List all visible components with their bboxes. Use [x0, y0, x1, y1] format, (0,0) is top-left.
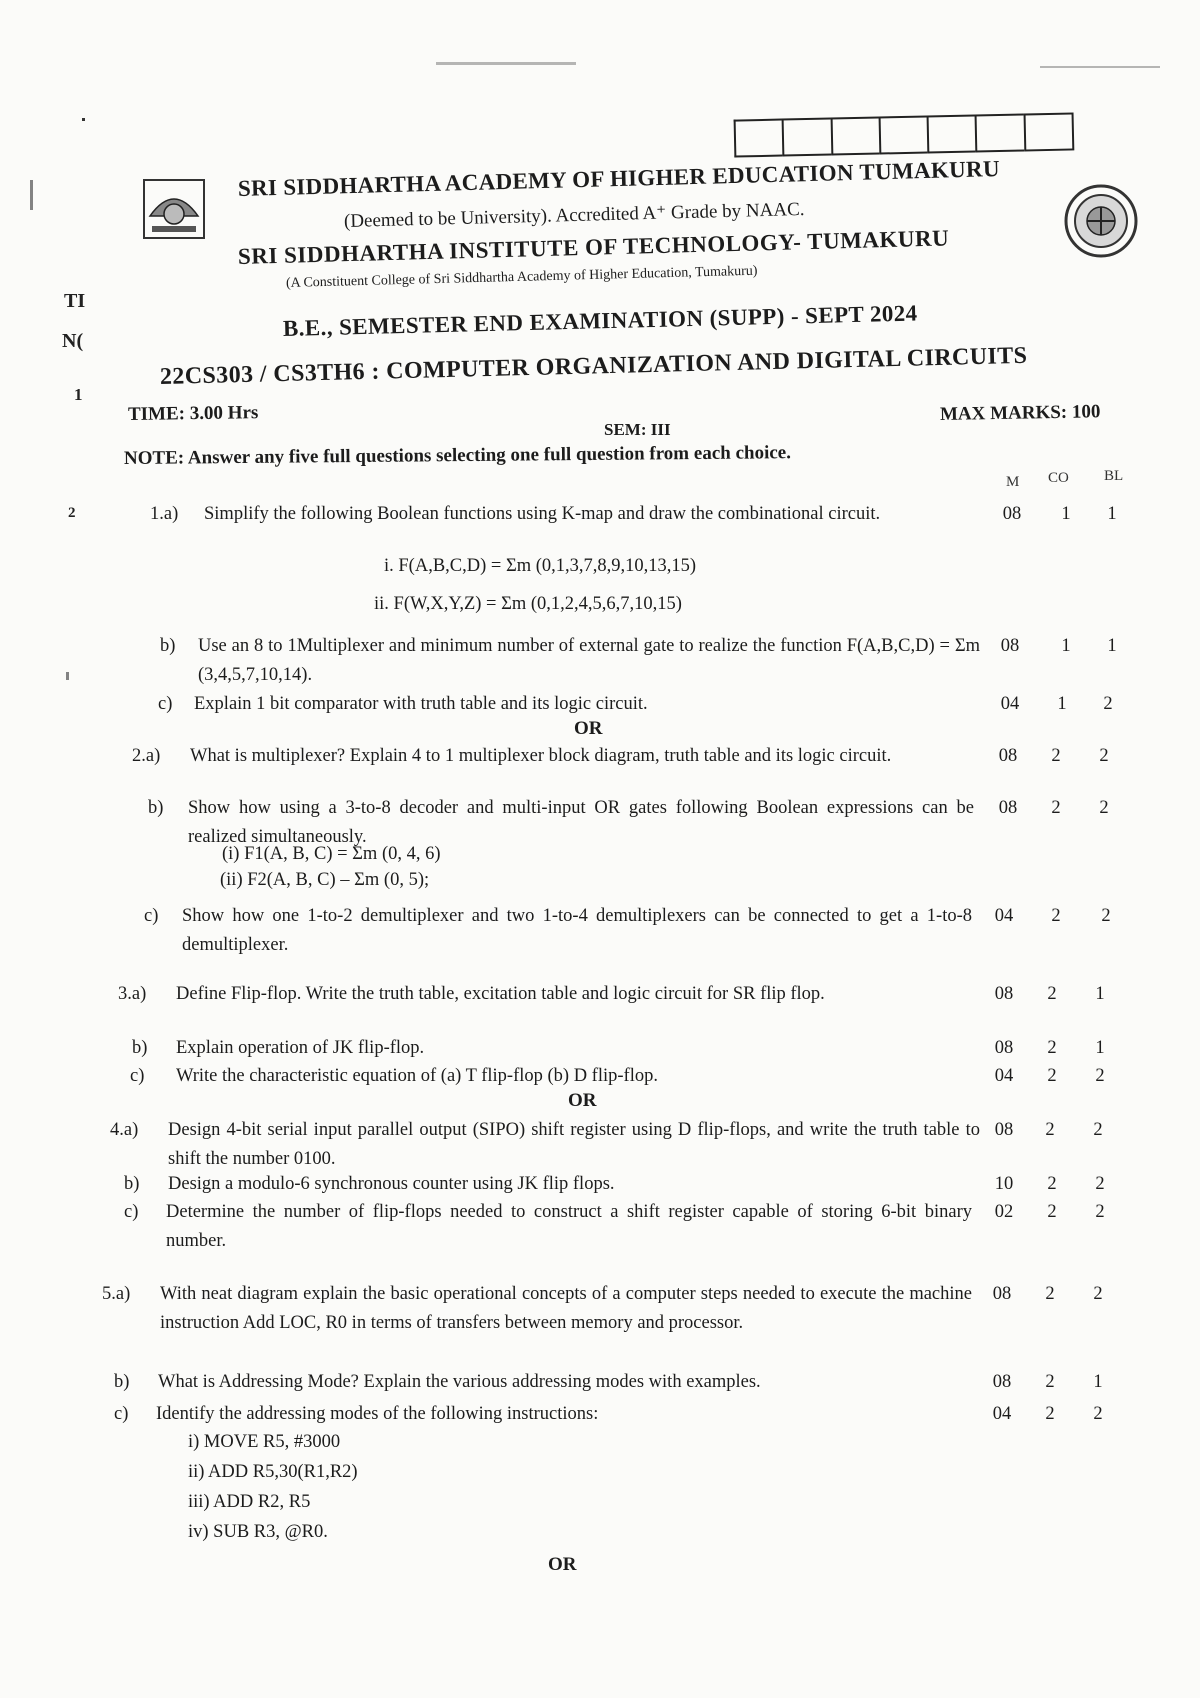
question-marks: 08	[1002, 504, 1022, 524]
usn-box[interactable]	[878, 116, 927, 155]
question-co: 2	[1045, 1284, 1055, 1304]
or-separator: OR	[574, 718, 603, 739]
question-number: b)	[160, 636, 176, 656]
question-co: 2	[1051, 906, 1061, 926]
question-marks: 10	[994, 1174, 1014, 1194]
question-text: Identify the addressing modes of the following instructions:	[156, 1404, 599, 1424]
sub-item: iii) ADD R2, R5	[188, 1492, 311, 1512]
question-bl: 2	[1093, 1284, 1103, 1304]
question-co: 2	[1047, 1038, 1057, 1058]
question-bl: 1	[1095, 984, 1105, 1004]
sub-item: iv) SUB R3, @R0.	[188, 1522, 328, 1542]
university-logo-icon	[140, 176, 208, 242]
bl-column-header: BL	[1104, 468, 1124, 484]
institute-name: SRI SIDDHARTHA INSTITUTE OF TECHNOLOGY- TUMAKURU	[237, 225, 950, 269]
institute-seal-icon	[1062, 182, 1140, 260]
or-separator: OR	[548, 1554, 577, 1575]
scan-speck	[66, 672, 69, 680]
question-number: c)	[130, 1066, 145, 1086]
scan-speck	[30, 180, 33, 210]
question-number: c)	[144, 906, 159, 926]
question-bl: 1	[1107, 504, 1117, 524]
question-number: c)	[158, 694, 173, 714]
question-number: c)	[114, 1404, 129, 1424]
question-bl: 1	[1095, 1038, 1105, 1058]
usn-boxes[interactable]	[734, 112, 1075, 161]
question-co: 2	[1051, 798, 1061, 818]
question-bl: 2	[1099, 746, 1109, 766]
scan-speck	[82, 118, 85, 121]
question-text: Show how one 1-to-2 demultiplexer and two 1-to-4 demultiplexers can be connected to get a 1-to-8 demultiplexer.	[182, 906, 972, 955]
sub-item: (i) F1(A, B, C) = Σm (0, 4, 6)	[222, 844, 441, 864]
co-column-header: CO	[1048, 470, 1069, 486]
question-text: Explain operation of JK flip-flop.	[176, 1038, 425, 1058]
question-text: Design 4-bit serial input parallel output (SIPO) shift register using D flip-flops, and write the truth table to shift the number 0100.	[168, 1120, 980, 1169]
or-separator: OR	[568, 1090, 597, 1111]
question-number: 5.a)	[102, 1284, 131, 1304]
question-bl: 2	[1093, 1120, 1103, 1140]
question-marks: 04	[1000, 694, 1020, 714]
question-co: 1	[1061, 504, 1071, 524]
question-marks: 04	[994, 906, 1014, 926]
question-bl: 2	[1095, 1202, 1105, 1222]
question-co: 2	[1047, 984, 1057, 1004]
usn-box[interactable]	[927, 115, 976, 154]
question-marks: 04	[994, 1066, 1014, 1086]
course-title: 22CS303 / CS3TH6 : COMPUTER ORGANIZATION AND DIGITAL CIRCUITS	[159, 342, 1028, 390]
exam-note: NOTE: Answer any five full questions selecting one full question from each choice.	[123, 442, 792, 469]
sub-item: i. F(A,B,C,D) = Σm (0,1,3,7,8,9,10,13,15)	[384, 556, 697, 576]
sub-item: (ii) F2(A, B, C) – Σm (0, 5);	[220, 870, 430, 890]
question-text: Define Flip-flop. Write the truth table, excitation table and logic circuit for SR flip flop.	[176, 984, 825, 1004]
question-number: 4.a)	[110, 1120, 139, 1140]
question-co: 2	[1047, 1066, 1057, 1086]
question-bl: 2	[1099, 798, 1109, 818]
exam-time: TIME: 3.00 Hrs	[127, 402, 259, 425]
university-name: SRI SIDDHARTHA ACADEMY OF HIGHER EDUCATION TUMAKURU	[237, 156, 1001, 201]
exam-title: B.E., SEMESTER END EXAMINATION (SUPP) - SEPT 2024	[282, 300, 918, 341]
question-bl: 2	[1095, 1174, 1105, 1194]
margin-mark: 2	[68, 505, 76, 521]
question-marks: 04	[992, 1404, 1012, 1424]
question-bl: 2	[1095, 1066, 1105, 1086]
question-text: Simplify the following Boolean functions using K-map and draw the combinational circuit.	[204, 504, 881, 524]
scan-speck	[436, 62, 576, 65]
margin-mark: N(	[62, 330, 84, 352]
question-text: Write the characteristic equation of (a) T flip-flop (b) D flip-flop.	[176, 1066, 658, 1086]
question-co: 2	[1051, 746, 1061, 766]
question-bl: 2	[1103, 694, 1113, 714]
question-text: Explain 1 bit comparator with truth table and its logic circuit.	[194, 694, 648, 714]
usn-box[interactable]	[782, 118, 831, 157]
question-marks: 08	[998, 746, 1018, 766]
question-number: b)	[124, 1174, 140, 1194]
question-marks: 08	[994, 1120, 1014, 1140]
question-co: 2	[1047, 1174, 1057, 1194]
sub-item: i) MOVE R5, #3000	[188, 1432, 341, 1452]
question-text: Design a modulo-6 synchronous counter using JK flip flops.	[168, 1174, 615, 1194]
scan-speck	[1040, 66, 1160, 68]
question-text: Use an 8 to 1Multiplexer and minimum number of external gate to realize the function F(A,B,C,D) = Σm (3,4,5,7,10,14).	[198, 636, 980, 685]
question-text: Show how using a 3-to-8 decoder and multi-input OR gates following Boolean expressions can be realized simultaneously.	[188, 798, 974, 847]
question-number: 3.a)	[118, 984, 147, 1004]
margin-mark: 1	[74, 385, 83, 404]
sub-item: ii) ADD R5,30(R1,R2)	[188, 1462, 358, 1482]
marks-column-header: M	[1006, 474, 1020, 490]
question-marks: 08	[998, 798, 1018, 818]
question-co: 2	[1047, 1202, 1057, 1222]
usn-box[interactable]	[734, 119, 783, 158]
question-marks: 08	[992, 1284, 1012, 1304]
question-marks: 02	[994, 1202, 1014, 1222]
usn-box[interactable]	[975, 113, 1024, 152]
question-text: With neat diagram explain the basic operational concepts of a computer steps needed to execute the machine instruction Add LOC, R0 in terms of transfers between memory and processor.	[160, 1284, 972, 1333]
question-marks: 08	[992, 1372, 1012, 1392]
usn-box[interactable]	[1023, 112, 1074, 151]
question-bl: 1	[1107, 636, 1117, 656]
question-number: c)	[124, 1202, 139, 1222]
question-co: 1	[1061, 636, 1071, 656]
max-marks: MAX MARKS: 100	[939, 401, 1101, 425]
question-marks: 08	[994, 1038, 1014, 1058]
accreditation-line: (Deemed to be University). Accredited A⁺ Grade by NAAC.	[343, 198, 805, 232]
question-bl: 1	[1093, 1372, 1103, 1392]
question-bl: 2	[1093, 1404, 1103, 1424]
question-marks: 08	[1000, 636, 1020, 656]
question-text: Determine the number of flip-flops needed to construct a shift register capable of storing 6-bit binary number.	[166, 1202, 972, 1251]
question-bl: 2	[1101, 906, 1111, 926]
question-text: What is Addressing Mode? Explain the various addressing modes with examples.	[158, 1372, 761, 1392]
question-co: 2	[1045, 1404, 1055, 1424]
question-number: b)	[114, 1372, 130, 1392]
question-number: b)	[148, 798, 164, 818]
sub-item: ii. F(W,X,Y,Z) = Σm (0,1,2,4,5,6,7,10,15)	[374, 594, 682, 614]
question-co: 2	[1045, 1372, 1055, 1392]
usn-box[interactable]	[830, 117, 879, 156]
question-co: 2	[1045, 1120, 1055, 1140]
constituent-line: (A Constituent College of Sri Siddhartha Academy of Higher Education, Tumakuru)	[285, 263, 758, 291]
semester: SEM: III	[604, 420, 671, 439]
question-text: What is multiplexer? Explain 4 to 1 multiplexer block diagram, truth table and its logic circuit.	[190, 746, 892, 766]
question-marks: 08	[994, 984, 1014, 1004]
question-number: b)	[132, 1038, 148, 1058]
question-number: 2.a)	[132, 746, 161, 766]
question-number: 1.a)	[150, 504, 179, 524]
margin-mark: TI	[64, 290, 86, 312]
question-co: 1	[1057, 694, 1067, 714]
